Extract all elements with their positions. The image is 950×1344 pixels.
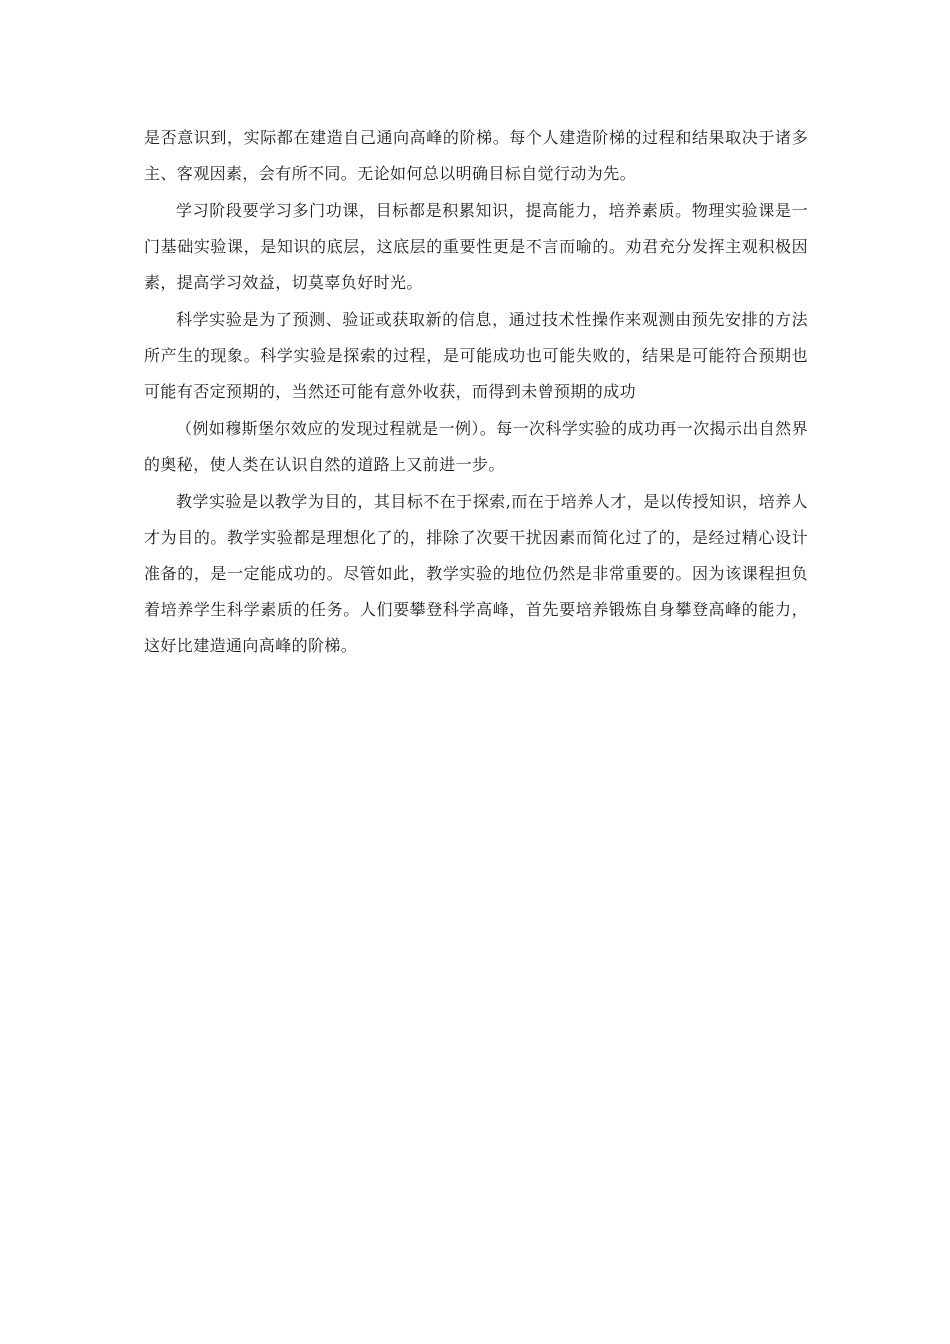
paragraph-4: （例如穆斯堡尔效应的发现过程就是一例）。每一次科学实验的成功再一次揭示出自然界的奥秘，使人类在认识自然的道路上又前进一步。 (144, 419, 808, 474)
paragraph-2: 学习阶段要学习多门功课，目标都是积累知识，提高能力，培养素质。物理实验课是一门基础实验课，是知识的底层，这底层的重要性更是不言而喻的。劝君充分发挥主观积极因素，提高学习效益，切莫辜负好时光。 (144, 201, 808, 292)
paragraph-3: 科学实验是为了预测、验证或获取新的信息，通过技术性操作来观测由预先安排的方法所产生的现象。科学实验是探索的过程，是可能成功也可能失败的，结果是可能符合预期也可能有否定预期的，当然还可能有意外收获，而得到未曾预期的成功 (144, 310, 808, 401)
paragraph-5: 教学实验是以教学为目的，其目标不在于探索,而在于培养人才，是以传授知识，培养人才为目的。教学实验都是理想化了的，排除了次要干扰因素而简化过了的，是经过精心设计准备的，是一定能成功的。尽管如此，教学实验的地位仍然是非常重要的。因为该课程担负着培养学生科学素质的任务。人们要攀登科学高峰，首先要培养锻炼自身攀登高峰的能力，这好比建造通向高峰的阶梯。 (144, 492, 808, 655)
document-body (144, 120, 808, 665)
paragraph-1: 是否意识到，实际都在建造自己通向高峰的阶梯。每个人建造阶梯的过程和结果取决于诸多主、客观因素，会有所不同。无论如何总以明确目标自觉行动为先。 (144, 128, 808, 183)
